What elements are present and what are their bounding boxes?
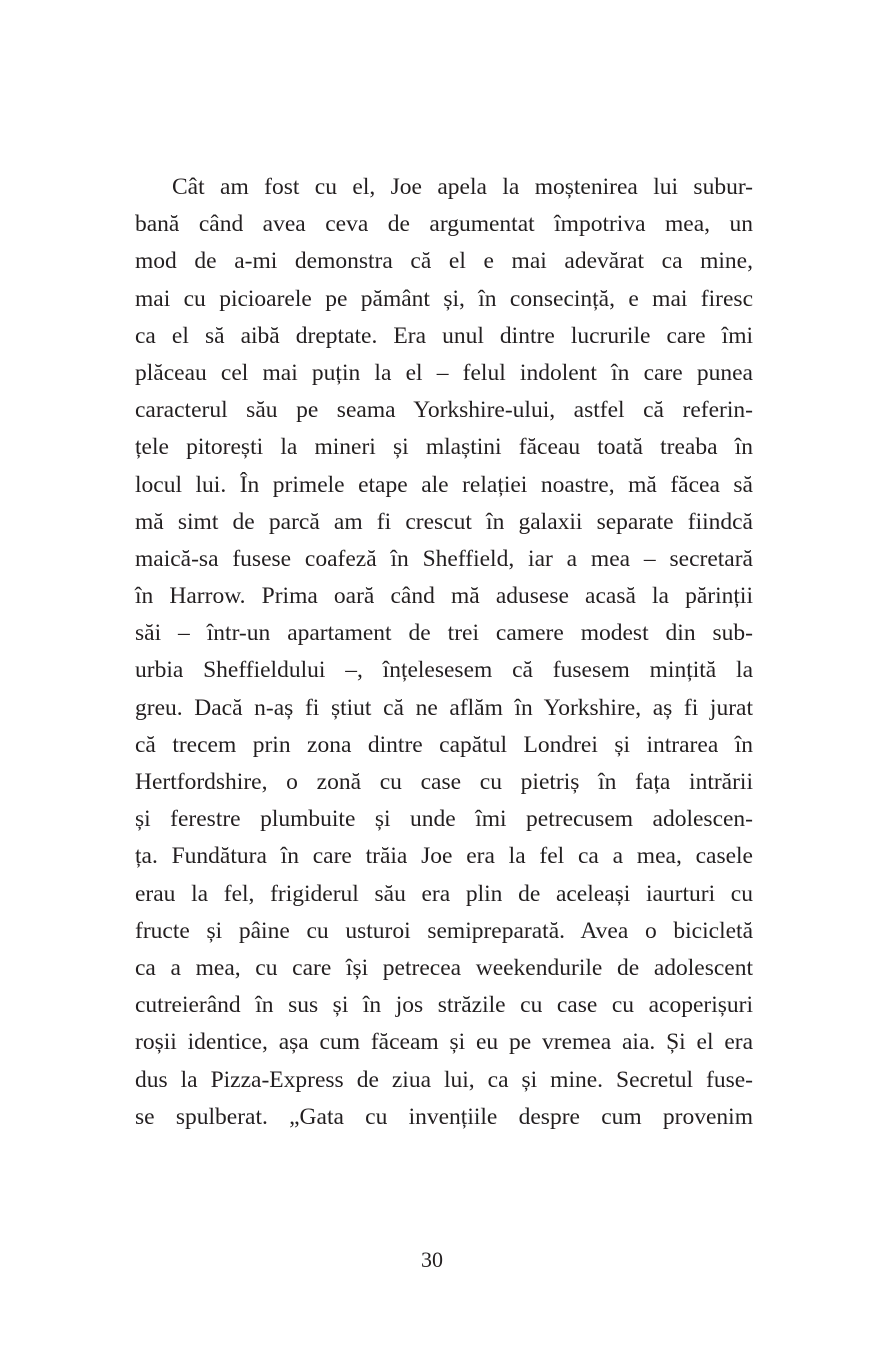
text-line: roșii identice, așa cum făceam și eu pe vremea aia. Și el era	[135, 1029, 753, 1056]
text-line: ca el să aibă dreptate. Era unul dintre lucrurile care îmi	[135, 322, 753, 349]
text-line: se spulberat. „Gata cu invențiile despre cum provenim	[135, 1103, 753, 1130]
text-line: erau la fel, frigiderul său era plin de aceleași iaurturi cu	[135, 880, 753, 907]
text-line: săi – într-un apartament de trei camere modest din sub-	[135, 620, 753, 647]
text-line: în Harrow. Prima oară când mă adusese acasă la părinții	[135, 583, 753, 610]
text-line: greu. Dacă n-aș fi știut că ne aflăm în Yorkshire, aș fi jurat	[135, 694, 753, 721]
text-line: fructe și pâine cu usturoi semipreparată. Avea o bicicletă	[135, 917, 753, 944]
text-line: mai cu picioarele pe pământ și, în consecință, e mai firesc	[135, 285, 753, 312]
text-line: bană când avea ceva de argumentat împotriva mea, un	[135, 211, 753, 238]
text-line: mod de a-mi demonstra că el e mai adevărat ca mine,	[135, 248, 753, 275]
text-line: cutreierând în sus și în jos străzile cu case cu acoperișuri	[135, 992, 753, 1019]
text-line: mă simt de parcă am fi crescut în galaxii separate fiindcă	[135, 508, 753, 535]
text-line: locul lui. În primele etape ale relației noastre, mă făcea să	[135, 471, 753, 498]
text-line: Cât am fost cu el, Joe apela la moștenirea lui subur-	[172, 174, 753, 200]
text-line: ca a mea, cu care își petrecea weekendurile de adolescent	[135, 954, 753, 981]
text-line: maică-sa fusese coafeză în Sheffield, iar a mea – secretară	[135, 545, 753, 572]
text-line: și ferestre plumbuite și unde îmi petrecusem adolescen-	[135, 806, 753, 833]
text-line: plăceau cel mai puțin la el – felul indolent în care punea	[135, 359, 753, 386]
page-number: 30	[421, 1247, 443, 1272]
text-line: urbia Sheffieldului –, înțelesesem că fusesem mințită la	[135, 657, 753, 684]
text-line: caracterul său pe seama Yorkshire-ului, astfel că referin-	[135, 397, 753, 424]
body-text	[135, 169, 753, 1136]
text-line: ța. Fundătura în care trăia Joe era la fel ca a mea, casele	[135, 843, 753, 870]
text-line: țele pitorești la mineri și mlaștini făceau toată treaba în	[135, 434, 753, 461]
text-line: Hertfordshire, o zonă cu case cu pietriș în fața intrării	[135, 769, 753, 795]
text-line: dus la Pizza-Express de ziua lui, ca și mine. Secretul fuse-	[135, 1066, 753, 1093]
text-line: că trecem prin zona dintre capătul Londrei și intrarea în	[135, 731, 753, 758]
